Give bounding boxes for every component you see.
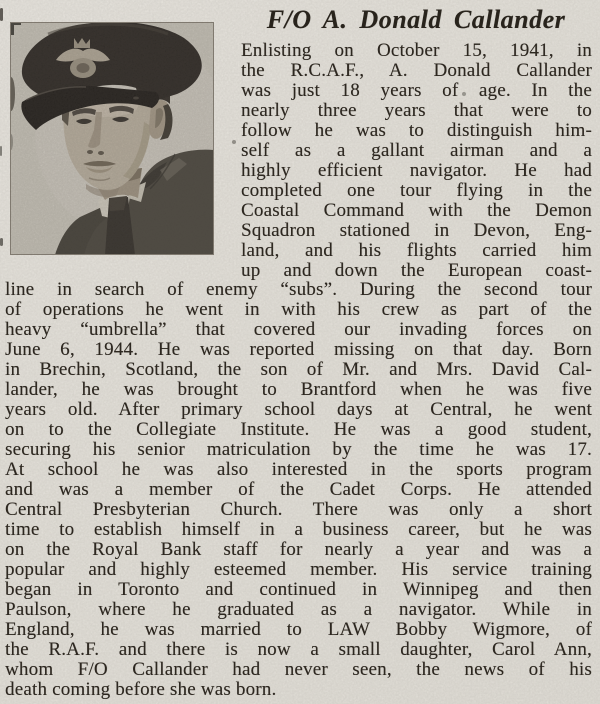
text-line: Paulson, where he graduated as a navigator. While in (5, 599, 592, 620)
text-line: Enlisting on October 15, 1941, in (241, 40, 592, 61)
text-line: on to the Collegiate Institute. He was a good student, (5, 419, 592, 440)
text-line: years old. After primary school days at Central, he went (5, 399, 592, 420)
text-line: was just 18 years of age. In the (241, 80, 592, 101)
text-line: of operations he went in with his crew as part of the (5, 299, 592, 320)
text-line: completed one tour flying in the (241, 180, 592, 201)
text-line: the R.A.F. and there is now a small daughter, Carol Ann, (5, 639, 592, 660)
text-line: Coastal Command with the Demon (241, 200, 592, 221)
text-line: lander, he was brought to Brantford when he was five (5, 379, 592, 400)
scan-speck (0, 8, 3, 21)
scan-speck (462, 92, 466, 96)
scan-speck (0, 238, 3, 246)
portrait-photo (10, 22, 214, 255)
article-title: F/O A. Donald Callander (266, 5, 566, 34)
text-line: land, and his flights carried him (241, 240, 592, 261)
text-line: England, he was married to LAW Bobby Wigmore, of (5, 619, 592, 640)
text-line: whom F/O Callander had never seen, the news of his (5, 659, 592, 680)
text-line: the R.C.A.F., A. Donald Callander (241, 60, 592, 81)
text-line: heavy “umbrella” that covered our invading forces on (5, 319, 592, 340)
text-line: death coming before she was born. (5, 679, 277, 700)
text-line: line in search of enemy “subs”. During the second tour (5, 279, 592, 300)
biography-text-full (5, 280, 592, 700)
text-line: began in Toronto and continued in Winnipeg and then (5, 579, 592, 600)
text-line: in Brechin, Scotland, the son of Mr. and Mrs. David Cal- (5, 359, 592, 380)
text-line: highly efficient navigator. He had (241, 160, 592, 181)
text-line: Central Presbyterian Church. There was only a short (5, 499, 592, 520)
text-line: on the Royal Bank staff for nearly a year and was a (5, 539, 592, 560)
text-line: Squadron stationed in Devon, Eng- (241, 220, 592, 241)
text-line: popular and highly esteemed member. His service training (5, 559, 592, 580)
text-line: June 6, 1944. He was reported missing on that day. Born (5, 339, 592, 360)
text-line: time to establish himself in a business career, but he was (5, 519, 592, 540)
text-line: nearly three years that were to (241, 100, 592, 121)
text-line: At school he was also interested in the sports program (5, 459, 592, 480)
text-line: self as a gallant airman and a (241, 140, 592, 161)
text-line: up and down the European coast- (241, 260, 592, 281)
portrait-photo-illustration (10, 22, 214, 255)
text-line: follow he was to distinguish him- (241, 120, 592, 141)
text-line: securing his senior matriculation by the time he was 17. (5, 439, 592, 460)
scan-speck (0, 146, 2, 156)
scan-speck (232, 140, 236, 144)
biography-text-column (241, 41, 592, 281)
text-line: and was a member of the Cadet Corps. He attended (5, 479, 592, 500)
